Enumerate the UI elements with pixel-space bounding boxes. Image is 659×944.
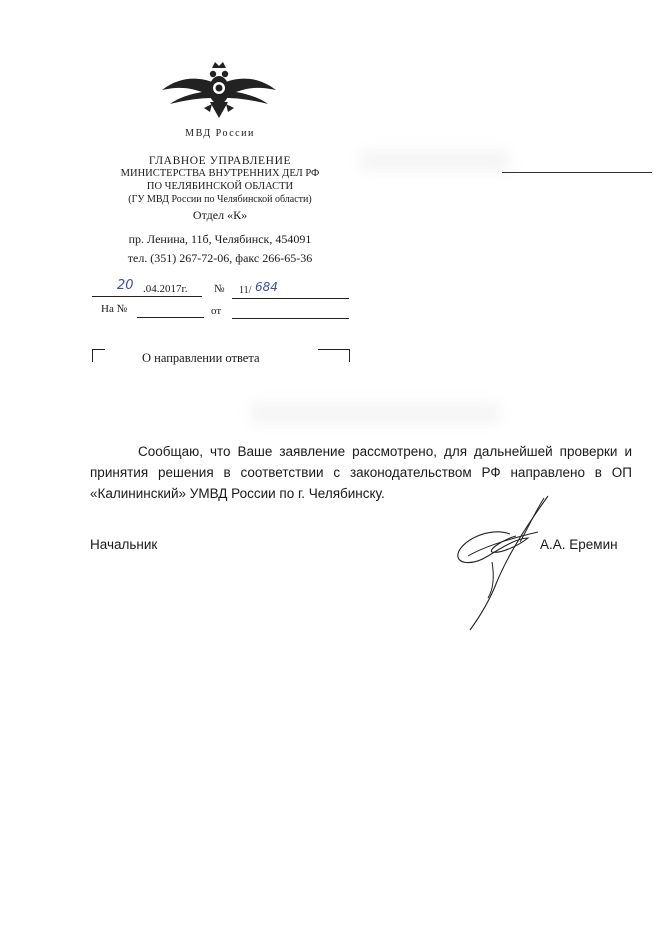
signature-icon — [448, 494, 558, 634]
recipient-underline — [502, 172, 652, 173]
printed-date: .04.2017г. — [143, 283, 188, 295]
reference-label: На № — [101, 303, 128, 315]
handwritten-date: 20 — [117, 278, 134, 293]
subject-corner-right — [337, 349, 350, 362]
subject-corner-right-ext — [318, 349, 338, 350]
signatory-name: А.А. Еремин — [540, 537, 618, 552]
agency-short-name: МВД России — [185, 128, 255, 139]
signatory-title: Начальник — [90, 537, 158, 552]
handwritten-number: 684 — [255, 280, 278, 294]
redacted-recipient — [360, 150, 510, 172]
org-name-line4: (ГУ МВД России по Челябинской области) — [128, 194, 312, 205]
number-label: № — [214, 283, 225, 295]
number-underline — [232, 298, 349, 299]
from-underline — [232, 318, 349, 319]
body-paragraph: Сообщаю, что Ваше заявление рассмотрено, для дальнейшей проверки и принятия решения в соответствии с законодательством РФ направлено в ОП «Калининский» УМВД России по г. Челябинску. — [90, 444, 632, 501]
department-name: Отдел «К» — [192, 208, 248, 222]
date-underline — [92, 296, 202, 297]
org-name-line1: ГЛАВНОЕ УПРАВЛЕНИЕ — [148, 155, 292, 167]
org-name-line2: МИНИСТЕРСТВА ВНУТРЕННИХ ДЕЛ РФ — [120, 168, 320, 179]
org-address: пр. Ленина, 11б, Челябинск, 454091 — [128, 232, 312, 246]
org-phone: тел. (351) 267-72-06, факс 266-65-36 — [127, 251, 313, 265]
redacted-recipient-2 — [250, 402, 500, 424]
number-prefix: 11/ — [239, 285, 252, 296]
subject-corner-left — [92, 349, 105, 362]
org-name-line3: ПО ЧЕЛЯБИНСКОЙ ОБЛАСТИ — [146, 181, 294, 192]
from-label: от — [211, 305, 222, 317]
emblem-icon — [160, 62, 278, 122]
subject-title: О направлении ответа — [142, 351, 260, 365]
reference-underline — [137, 317, 204, 318]
